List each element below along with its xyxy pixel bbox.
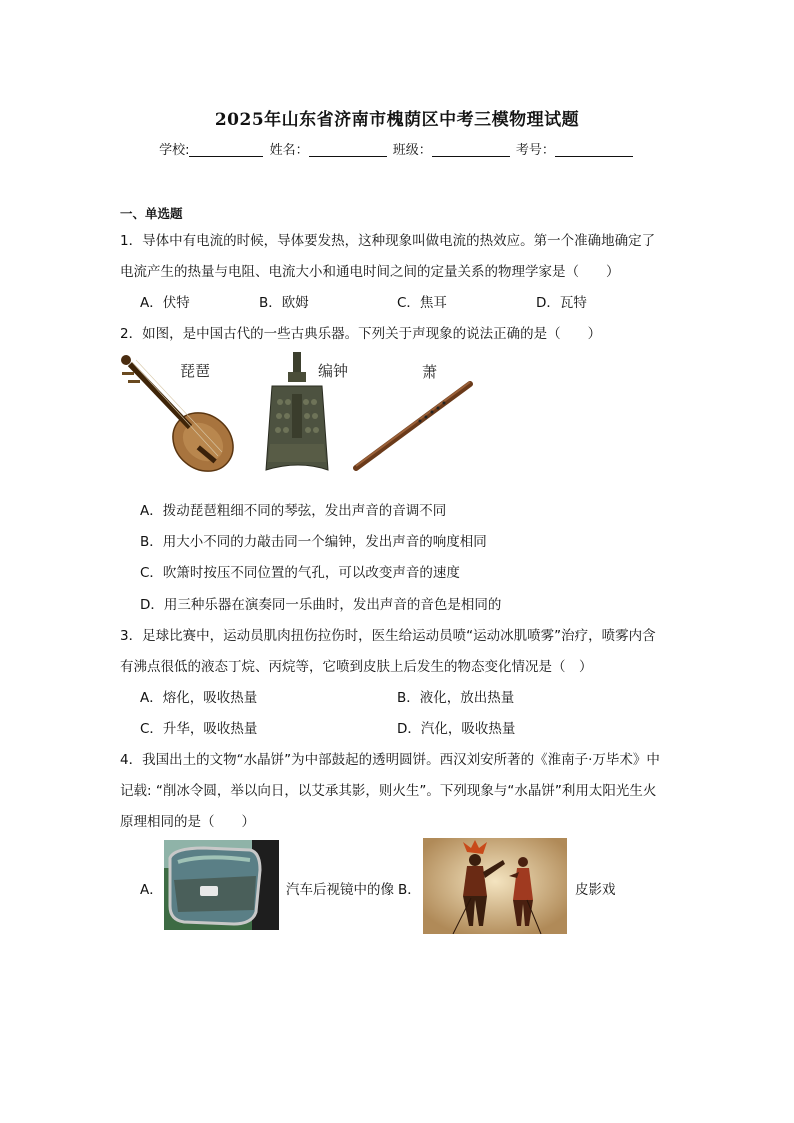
q3-option-d[interactable]: D．汽化，吸收热量 xyxy=(397,721,516,737)
pipa-label: 琵琶 xyxy=(180,362,211,380)
q3-line2: 有沸点很低的液态丁烷、丙烷等，它喷到皮肤上后发生的物态变化情况是（ ） xyxy=(120,659,593,675)
exam-no-blank[interactable] xyxy=(555,143,633,157)
q1-option-d[interactable]: D．瓦特 xyxy=(536,295,587,311)
q2-option-c[interactable]: C．吹箫时按压不同位置的气孔，可以改变声音的速度 xyxy=(140,565,460,581)
q3-option-a[interactable]: A．熔化，吸收热量 xyxy=(140,690,258,706)
q2-line1: 2．如图，是中国古代的一些古典乐器。下列关于声现象的说法正确的是（ ） xyxy=(120,326,602,342)
q4-line1: 4．我国出土的文物“水晶饼”为中部鼓起的透明圆饼。西汉刘安所著的《淮南子·万毕术》中 xyxy=(120,752,660,768)
q2-option-a[interactable]: A．拨动琵琶粗细不同的琴弦，发出声音的音调不同 xyxy=(140,503,447,519)
q4-line2: 记载: “削冰令圆，举以向日，以艾承其影，则火生”。下列现象与“水晶饼”利用太阳光生火 xyxy=(120,783,657,799)
q2-option-b[interactable]: B．用大小不同的力敲击同一个编钟，发出声音的响度相同 xyxy=(140,534,487,550)
q4-option-b-prefix[interactable]: B． xyxy=(398,882,421,898)
xiao-image xyxy=(350,380,475,475)
q4-option-b-text: 皮影戏 xyxy=(575,882,616,898)
shadow-puppet-image xyxy=(423,838,567,934)
bianzhong-label: 编钟 xyxy=(318,362,349,380)
q1-line1: 1．导体中有电流的时候，导体要发热，这种现象叫做电流的热效应。第一个准确地确定了 xyxy=(120,233,656,249)
q1-line2: 电流产生的热量与电阻、电流大小和通电时间之间的定量关系的物理学家是（ ） xyxy=(120,264,620,280)
q1-option-a[interactable]: A．伏特 xyxy=(140,295,190,311)
q2-option-d[interactable]: D．用三种乐器在演奏同一乐曲时，发出声音的音色是相同的 xyxy=(140,597,502,613)
q3-option-b[interactable]: B．液化，放出热量 xyxy=(397,690,515,706)
q1-option-c[interactable]: C．焦耳 xyxy=(397,295,447,311)
student-info-line xyxy=(0,139,794,158)
exam-no-label: 考号： xyxy=(515,143,555,158)
q4-option-a-prefix[interactable]: A． xyxy=(140,882,163,898)
q4-option-a-text: 汽车后视镜中的像 xyxy=(286,882,394,898)
name-blank[interactable] xyxy=(309,143,387,157)
section-heading: 一、单选题 xyxy=(120,206,183,221)
class-blank[interactable] xyxy=(432,143,510,157)
page-title: 2025年山东省济南市槐荫区中考三模物理试题 xyxy=(214,110,580,130)
q3-line1: 3．足球比赛中，运动员肌肉扭伤拉伤时，医生给运动员喷“运动冰肌喷雾”治疗，喷雾内含 xyxy=(120,628,656,644)
q1-option-b[interactable]: B．欧姆 xyxy=(259,295,309,311)
class-label: 班级： xyxy=(392,143,432,158)
q4-line3: 原理相同的是（ ） xyxy=(120,814,255,830)
q3-option-c[interactable]: C．升华，吸收热量 xyxy=(140,721,258,737)
name-label: 姓名： xyxy=(269,143,309,158)
xiao-label: 萧 xyxy=(422,363,438,381)
school-label: 学校: xyxy=(159,143,190,158)
school-blank[interactable] xyxy=(189,143,263,157)
rearview-mirror-image xyxy=(164,840,279,930)
